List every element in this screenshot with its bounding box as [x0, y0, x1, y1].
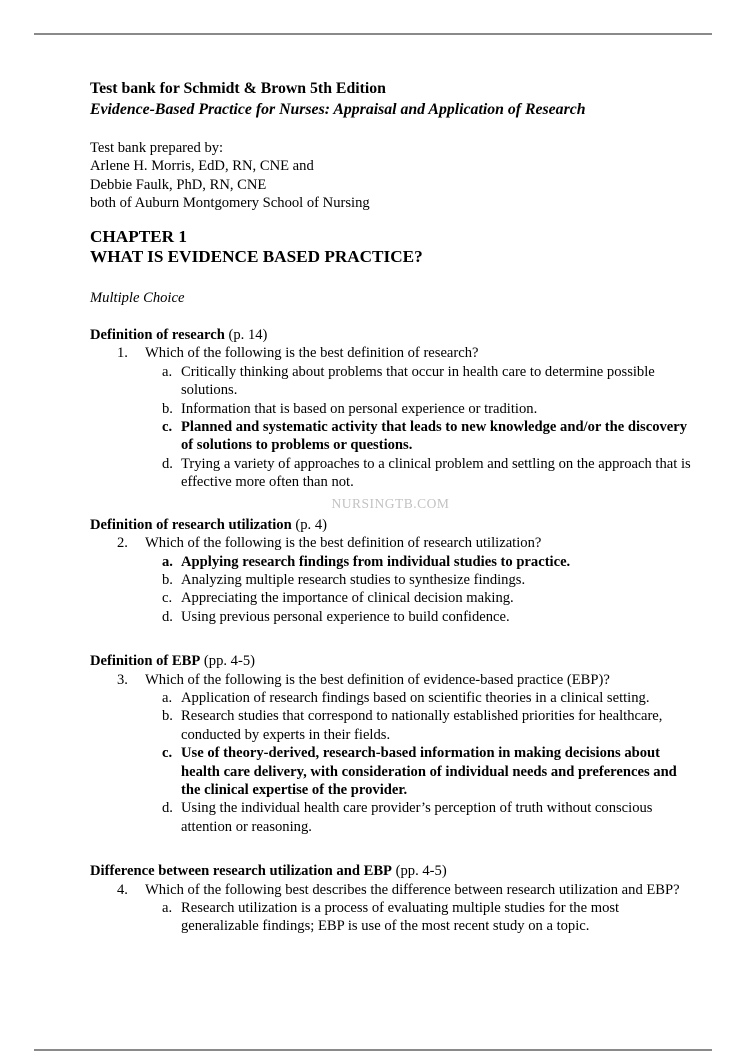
page-reference: (pp. 4-5): [203, 653, 255, 670]
option-letter: c.: [162, 419, 173, 436]
answer-option: [162, 400, 691, 418]
option-text: Critically thinking about problems that occur in health care to determine possible solutions.: [181, 363, 655, 399]
header-rule: [34, 33, 712, 35]
answer-option: [162, 899, 691, 936]
option-letter: b.: [162, 571, 173, 588]
topic-heading: [90, 516, 691, 534]
option-text: Research studies that correspond to nationally established priorities for healthcare, conducted by experts in their fields.: [181, 708, 663, 743]
option-letter: d.: [162, 800, 173, 817]
page-reference: (p. 4): [295, 516, 328, 533]
option-letter: d.: [162, 608, 173, 625]
answer-option: [162, 571, 691, 589]
topic-label: Definition of research utilization: [90, 516, 292, 533]
question-section: [90, 516, 691, 626]
question-row: [90, 534, 691, 552]
page-reference: (p. 14): [228, 327, 268, 344]
topic-heading: [90, 652, 691, 670]
answer-option: [162, 608, 691, 626]
answer-option: [162, 689, 691, 707]
option-letter: b.: [162, 708, 173, 725]
option-text: Information that is based on personal experience or tradition.: [181, 400, 538, 417]
option-letter: a.: [162, 689, 173, 706]
option-text: Planned and systematic activity that leads to new knowledge and/or the discovery of solutions to problems or questions.: [181, 419, 688, 454]
topic-label: Definition of research: [90, 327, 225, 344]
chapter-heading: [90, 227, 691, 268]
question-stem: Which of the following is the best definition of research?: [145, 345, 479, 362]
question-row: [90, 671, 691, 689]
option-text: Using the individual health care provider’s perception of truth without conscious attention or reasoning.: [181, 800, 653, 835]
answer-option: [162, 553, 691, 571]
option-letter: a.: [162, 363, 173, 380]
question-section: [90, 862, 691, 936]
topic-heading: [90, 862, 691, 880]
option-text: Using previous personal experience to build confidence.: [181, 608, 510, 625]
question-number: 3.: [117, 671, 128, 688]
document-title: Test bank for Schmidt & Brown 5th Edition: [90, 80, 386, 97]
chapter-number: CHAPTER 1: [90, 226, 187, 246]
section-type-label: Multiple Choice: [90, 289, 185, 306]
question-number: 2.: [117, 535, 128, 552]
answer-option: [162, 589, 691, 607]
option-letter: c.: [162, 745, 173, 762]
question-stem: Which of the following is the best definition of evidence-based practice (EBP)?: [145, 671, 610, 688]
option-text: Applying research findings from individual studies to practice.: [181, 553, 571, 570]
option-letter: a.: [162, 900, 173, 916]
option-text: Use of theory-derived, research-based information in making decisions about health care delivery, with consideration of individual needs and preferences and the clinical expertise of the provider.: [181, 745, 677, 798]
answer-option: [162, 707, 691, 744]
question-number: 4.: [117, 881, 128, 898]
answer-option: [162, 363, 691, 400]
option-letter: a.: [162, 553, 173, 570]
answer-option: [162, 455, 691, 492]
option-text: Research utilization is a process of evaluating multiple studies for the most generalizable findings; EBP is use of the most recent study on a topic.: [181, 900, 620, 935]
document-page: [90, 79, 691, 936]
answer-option: [162, 744, 691, 799]
page-reference: (pp. 4-5): [395, 863, 447, 880]
question-section: [90, 652, 691, 836]
topic-heading: [90, 326, 691, 344]
option-letter: d.: [162, 455, 173, 472]
prepared-by-line: Arlene H. Morris, EdD, RN, CNE and: [90, 158, 314, 175]
topic-label: Definition of EBP: [90, 653, 201, 670]
prepared-by-line: Test bank prepared by:: [90, 140, 224, 156]
question-number: 1.: [117, 345, 128, 362]
footer-rule: [34, 1049, 712, 1051]
option-text: Application of research findings based on scientific theories in a clinical setting.: [181, 689, 650, 706]
answer-option: [162, 418, 691, 455]
question-stem: Which of the following is the best definition of research utilization?: [145, 535, 542, 552]
topic-label: Difference between research utilization and EBP: [90, 863, 392, 880]
chapter-title: WHAT IS EVIDENCE BASED PRACTICE?: [90, 247, 423, 267]
question-stem: Which of the following best describes the difference between research utilization and EBP?: [145, 881, 680, 898]
prepared-by-line: Debbie Faulk, PhD, RN, CNE: [90, 176, 267, 193]
option-text: Trying a variety of approaches to a clinical problem and settling on the approach that is effective more often than not.: [181, 455, 691, 491]
option-letter: c.: [162, 590, 173, 607]
question-row: [90, 881, 691, 899]
option-text: Appreciating the importance of clinical decision making.: [181, 590, 514, 607]
question-row: [90, 344, 691, 362]
document-subtitle: Evidence-Based Practice for Nurses: Appraisal and Application of Research: [90, 100, 586, 118]
option-text: Analyzing multiple research studies to synthesize findings.: [181, 571, 526, 588]
answer-option: [162, 799, 691, 836]
option-letter: b.: [162, 400, 173, 417]
prepared-by-line: both of Auburn Montgomery School of Nursing: [90, 195, 370, 212]
prepared-by-block: [90, 139, 691, 213]
watermark-text: NURSINGTB.COM: [331, 495, 450, 511]
question-section: [90, 326, 691, 492]
